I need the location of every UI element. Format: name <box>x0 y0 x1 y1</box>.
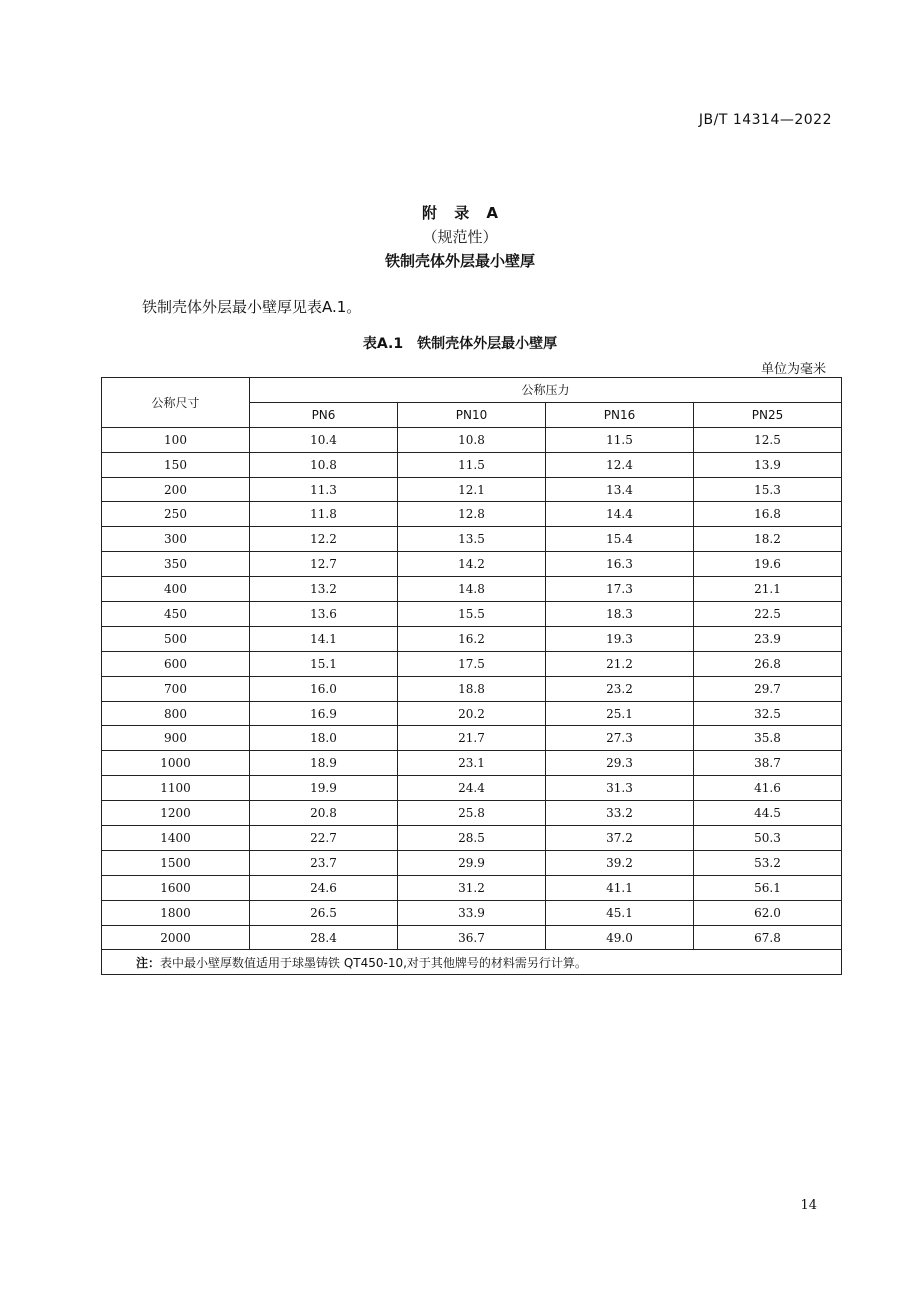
thickness-cell: 24.4 <box>398 776 546 801</box>
nominal-size-cell: 1500 <box>102 850 250 875</box>
appendix-nature: （规范性） <box>422 228 498 246</box>
thickness-cell: 44.5 <box>694 801 842 826</box>
pressure-column-header: 公称压力 <box>250 378 842 403</box>
note-text: 表中最小壁厚数值适用于球墨铸铁 QT450-10,对于其他牌号的材料需另行计算。 <box>160 955 587 970</box>
thickness-cell: 16.9 <box>250 701 398 726</box>
thickness-cell: 32.5 <box>694 701 842 726</box>
thickness-cell: 13.4 <box>546 477 694 502</box>
table-row <box>102 751 842 776</box>
thickness-cell: 16.3 <box>546 552 694 577</box>
thickness-cell: 21.7 <box>398 726 546 751</box>
nominal-size-cell: 1400 <box>102 826 250 851</box>
thickness-cell: 14.8 <box>398 577 546 602</box>
table-row <box>102 552 842 577</box>
nominal-size-cell: 1200 <box>102 801 250 826</box>
thickness-cell: 62.0 <box>694 900 842 925</box>
thickness-cell: 21.2 <box>546 651 694 676</box>
thickness-table <box>101 377 842 975</box>
thickness-cell: 49.0 <box>546 925 694 950</box>
thickness-cell: 23.7 <box>250 850 398 875</box>
thickness-cell: 20.2 <box>398 701 546 726</box>
thickness-cell: 18.8 <box>398 676 546 701</box>
nominal-size-cell: 200 <box>102 477 250 502</box>
thickness-cell: 12.8 <box>398 502 546 527</box>
thickness-cell: 17.3 <box>546 577 694 602</box>
nominal-size-cell: 1100 <box>102 776 250 801</box>
nominal-size-cell: 150 <box>102 452 250 477</box>
thickness-cell: 19.6 <box>694 552 842 577</box>
thickness-cell: 22.5 <box>694 602 842 627</box>
nominal-size-cell: 700 <box>102 676 250 701</box>
nominal-size-cell: 100 <box>102 427 250 452</box>
thickness-cell: 12.2 <box>250 527 398 552</box>
thickness-cell: 11.5 <box>398 452 546 477</box>
thickness-cell: 31.2 <box>398 875 546 900</box>
pressure-class-header: PN25 <box>694 402 842 427</box>
thickness-cell: 18.3 <box>546 602 694 627</box>
table-row <box>102 875 842 900</box>
thickness-cell: 25.1 <box>546 701 694 726</box>
thickness-cell: 22.7 <box>250 826 398 851</box>
table-row <box>102 477 842 502</box>
thickness-cell: 18.0 <box>250 726 398 751</box>
thickness-cell: 10.8 <box>250 452 398 477</box>
nominal-size-cell: 250 <box>102 502 250 527</box>
table-row <box>102 925 842 950</box>
thickness-cell: 12.4 <box>546 452 694 477</box>
nominal-size-cell: 1600 <box>102 875 250 900</box>
nominal-size-cell: 350 <box>102 552 250 577</box>
thickness-cell: 13.2 <box>250 577 398 602</box>
nominal-size-cell: 1000 <box>102 751 250 776</box>
thickness-cell: 16.2 <box>398 626 546 651</box>
thickness-cell: 14.2 <box>398 552 546 577</box>
nominal-size-cell: 400 <box>102 577 250 602</box>
standard-code: JB/T 14314—2022 <box>698 112 832 128</box>
nominal-size-cell: 300 <box>102 527 250 552</box>
thickness-cell: 14.4 <box>546 502 694 527</box>
table-row <box>102 626 842 651</box>
thickness-cell: 41.6 <box>694 776 842 801</box>
thickness-cell: 50.3 <box>694 826 842 851</box>
thickness-cell: 15.4 <box>546 527 694 552</box>
table-row <box>102 801 842 826</box>
thickness-cell: 13.5 <box>398 527 546 552</box>
table-caption: 表A.1 铁制壳体外层最小壁厚 <box>362 336 558 352</box>
thickness-cell: 23.2 <box>546 676 694 701</box>
thickness-cell: 29.3 <box>546 751 694 776</box>
table-row <box>102 651 842 676</box>
thickness-cell: 16.0 <box>250 676 398 701</box>
thickness-cell: 29.7 <box>694 676 842 701</box>
size-column-header: 公称尺寸 <box>102 378 250 428</box>
thickness-cell: 11.8 <box>250 502 398 527</box>
thickness-cell: 23.1 <box>398 751 546 776</box>
thickness-cell: 41.1 <box>546 875 694 900</box>
thickness-cell: 10.4 <box>250 427 398 452</box>
thickness-cell: 37.2 <box>546 826 694 851</box>
table-row <box>102 527 842 552</box>
nominal-size-cell: 500 <box>102 626 250 651</box>
thickness-cell: 33.9 <box>398 900 546 925</box>
table-row <box>102 452 842 477</box>
table-row <box>102 577 842 602</box>
nominal-size-cell: 600 <box>102 651 250 676</box>
table-note <box>102 950 842 975</box>
thickness-cell: 15.3 <box>694 477 842 502</box>
nominal-size-cell: 900 <box>102 726 250 751</box>
thickness-cell: 23.9 <box>694 626 842 651</box>
thickness-cell: 19.9 <box>250 776 398 801</box>
table-row <box>102 676 842 701</box>
thickness-cell: 28.5 <box>398 826 546 851</box>
thickness-cell: 12.1 <box>398 477 546 502</box>
thickness-cell: 38.7 <box>694 751 842 776</box>
thickness-cell: 33.2 <box>546 801 694 826</box>
thickness-cell: 67.8 <box>694 925 842 950</box>
table-row <box>102 502 842 527</box>
unit-label: 单位为毫米 <box>760 362 826 377</box>
nominal-size-cell: 800 <box>102 701 250 726</box>
thickness-cell: 12.5 <box>694 427 842 452</box>
thickness-cell: 39.2 <box>546 850 694 875</box>
thickness-cell: 11.3 <box>250 477 398 502</box>
table-row <box>102 726 842 751</box>
thickness-cell: 53.2 <box>694 850 842 875</box>
thickness-cell: 15.1 <box>250 651 398 676</box>
appendix-title: 附 录 A <box>421 204 499 222</box>
thickness-cell: 11.5 <box>546 427 694 452</box>
thickness-cell: 56.1 <box>694 875 842 900</box>
nominal-size-cell: 1800 <box>102 900 250 925</box>
table-row <box>102 701 842 726</box>
pressure-class-header: PN16 <box>546 402 694 427</box>
nominal-size-cell: 2000 <box>102 925 250 950</box>
thickness-cell: 26.5 <box>250 900 398 925</box>
nominal-size-cell: 450 <box>102 602 250 627</box>
thickness-cell: 10.8 <box>398 427 546 452</box>
thickness-cell: 21.1 <box>694 577 842 602</box>
thickness-cell: 13.6 <box>250 602 398 627</box>
pressure-class-header: PN10 <box>398 402 546 427</box>
table-row <box>102 776 842 801</box>
thickness-cell: 24.6 <box>250 875 398 900</box>
thickness-cell: 27.3 <box>546 726 694 751</box>
thickness-cell: 16.8 <box>694 502 842 527</box>
thickness-cell: 12.7 <box>250 552 398 577</box>
table-row <box>102 826 842 851</box>
thickness-cell: 14.1 <box>250 626 398 651</box>
table-row <box>102 900 842 925</box>
intro-paragraph: 铁制壳体外层最小壁厚见表A.1。 <box>142 298 362 316</box>
thickness-cell: 29.9 <box>398 850 546 875</box>
thickness-cell: 25.8 <box>398 801 546 826</box>
thickness-cell: 18.2 <box>694 527 842 552</box>
thickness-cell: 20.8 <box>250 801 398 826</box>
thickness-cell: 19.3 <box>546 626 694 651</box>
thickness-cell: 28.4 <box>250 925 398 950</box>
thickness-cell: 31.3 <box>546 776 694 801</box>
table-row <box>102 850 842 875</box>
thickness-cell: 18.9 <box>250 751 398 776</box>
table-body <box>102 427 842 950</box>
table-row <box>102 602 842 627</box>
appendix-name: 铁制壳体外层最小壁厚 <box>384 252 535 270</box>
thickness-cell: 35.8 <box>694 726 842 751</box>
thickness-cell: 36.7 <box>398 925 546 950</box>
thickness-cell: 26.8 <box>694 651 842 676</box>
note-label: 注： <box>136 955 161 970</box>
table-row <box>102 427 842 452</box>
thickness-cell: 17.5 <box>398 651 546 676</box>
page-number: 14 <box>800 1198 817 1213</box>
table-note-row <box>102 950 842 975</box>
thickness-cell: 15.5 <box>398 602 546 627</box>
thickness-cell: 13.9 <box>694 452 842 477</box>
pressure-class-header: PN6 <box>250 402 398 427</box>
thickness-cell: 45.1 <box>546 900 694 925</box>
